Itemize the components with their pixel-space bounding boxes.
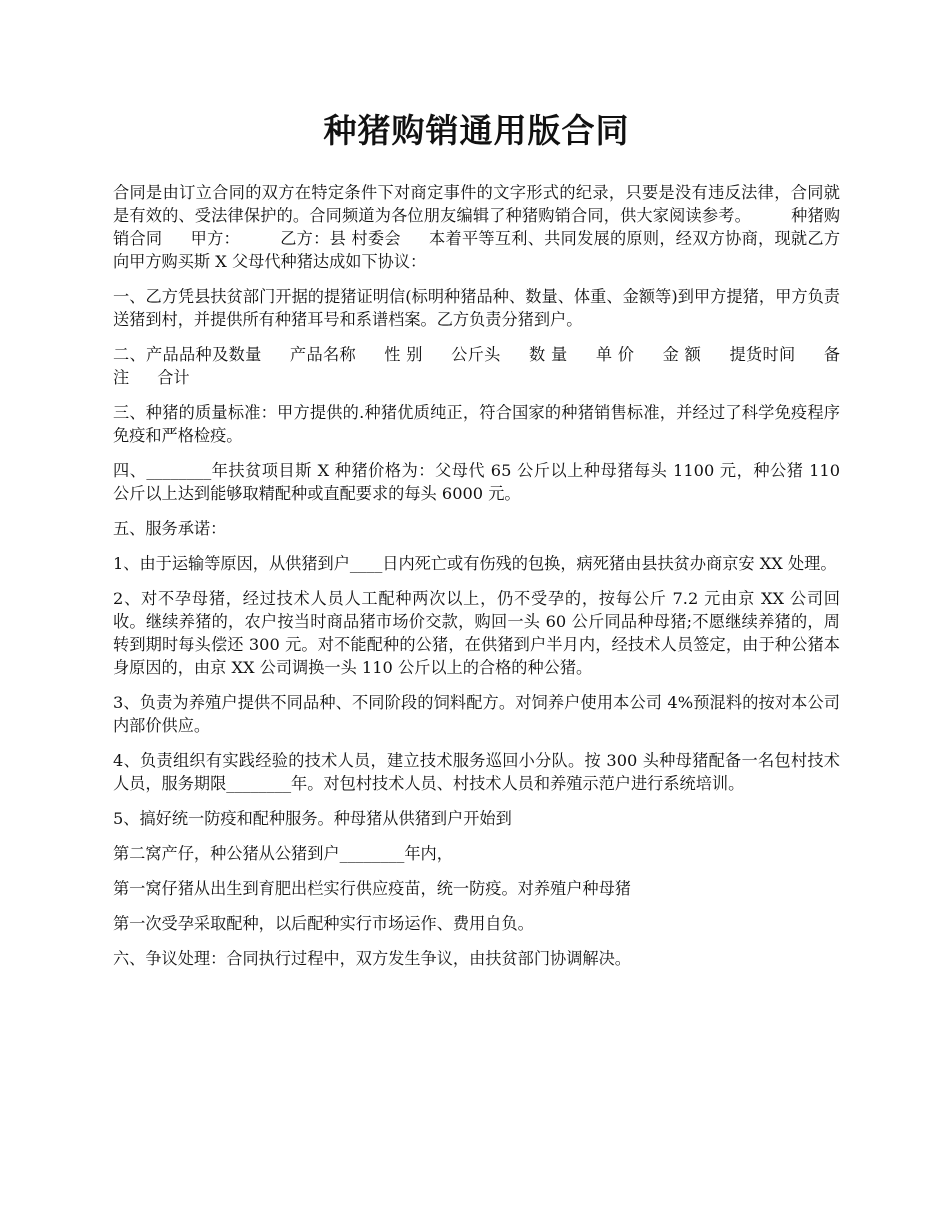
column-total: 合计 [157,367,190,387]
column-product-name: 产品名称 [289,344,356,364]
column-kg-per-head: 公斤头 [450,344,501,364]
service-item-4: 4、负责组织有实践经验的技术人员，建立技术服务巡回小分队。按 300 头种母猪配备一名包村技术人员，服务期限________年。对包村技术人员、村技术人员和养殖示范户进行系统培训。 [113,750,840,793]
service-item-2: 2、对不孕母猪，经过技术人员人工配种两次以上，仍不受孕的，按每公斤 7.2 元由京 XX 公司回收。继续养猪的，农户按当时商品猪市场价交款，购回一头 60 公斤同品种母猪;不愿继续养猪的，周转到期时每头偿还 300 元。对不能配种的公猪，在供猪到户半月内，经技术人员签定，由于种公猪本身原因的，由京 XX 公司调换一头 110 公斤以上的合格的种公猪。 [113,588,840,677]
column-amount: 金 额 [662,344,702,364]
intro-text: 合同是由订立合同的双方在特定条件下对商定事件的文字形式的纪录，只要是没有违反法律，合同就是有效的、受法律保护的。合同频道为各位朋友编辑了种猪购销合同，供大家阅读参考。 [113,182,840,225]
intro-party-a: 甲方： [190,228,240,248]
column-quantity: 数 量 [528,344,568,364]
column-pickup-time: 提货时间 [729,344,796,364]
clause-2 [113,343,840,389]
intro-heading: 种猪购销合同 [113,205,841,248]
clause-5: 五、服务承诺： [113,518,227,538]
intro-party-b: 乙方：县 村委会 [279,228,401,248]
column-unit-price: 单 价 [595,344,635,364]
clause-1: 一、乙方凭县扶贫部门开据的提猪证明信(标明种猪品种、数量、体重、金额等)到甲方提猪，甲方负责送猪到村，并提供所有种猪耳号和系谱档案。乙方负责分猪到户。 [113,286,840,329]
document-title: 种猪购销通用版合同 [323,111,630,150]
service-item-5-line-3: 第一窝仔猪从出生到育肥出栏实行供应疫苗，统一防疫。对养殖户种母猪 [113,878,631,898]
service-item-5-line-4: 第一次受孕采取配种，以后配种实行市场运作、费用自负。 [113,913,534,933]
intro-paragraph [113,181,840,273]
service-item-5-line-2: 第二窝产仔，种公猪从公猪到户________年内， [113,843,453,863]
column-remarks: 备 注 [113,344,841,387]
clause-6: 六、争议处理：合同执行过程中，双方发生争议，由扶贫部门协调解决。 [113,948,631,968]
clause-2-label: 二、产品品种及数量 [113,344,262,364]
service-item-5: 5、搞好统一防疫和配种服务。种母猪从供猪到户开始到 [113,808,512,828]
column-gender: 性 别 [383,344,423,364]
document-page [113,110,840,982]
intro-tail: 本着平等互利、共同发展的原则，经双方协商，现就乙方向甲方购买斯 X 父母代种猪达成如下协议： [113,228,841,271]
service-item-3: 3、负责为养殖户提供不同品种、不同阶段的饲料配方。对饲养户使用本公司 4%预混料的按对本公司内部价供应。 [113,692,840,735]
clause-4: 四、________年扶贫项目斯 X 种猪价格为：父母代 65 公斤以上种母猪每头 1100 元，种公猪 110 公斤以上达到能够取精配种或直配要求的每头 6000 元。 [113,460,840,503]
clause-3: 三、种猪的质量标准：甲方提供的.种猪优质纯正，符合国家的种猪销售标准，并经过了科学免疫程序免疫和严格检疫。 [113,402,840,445]
service-item-1: 1、由于运输等原因，从供猪到户____日内死亡或有伤残的包换，病死猪由县扶贫办商京安 XX 处理。 [113,553,837,573]
